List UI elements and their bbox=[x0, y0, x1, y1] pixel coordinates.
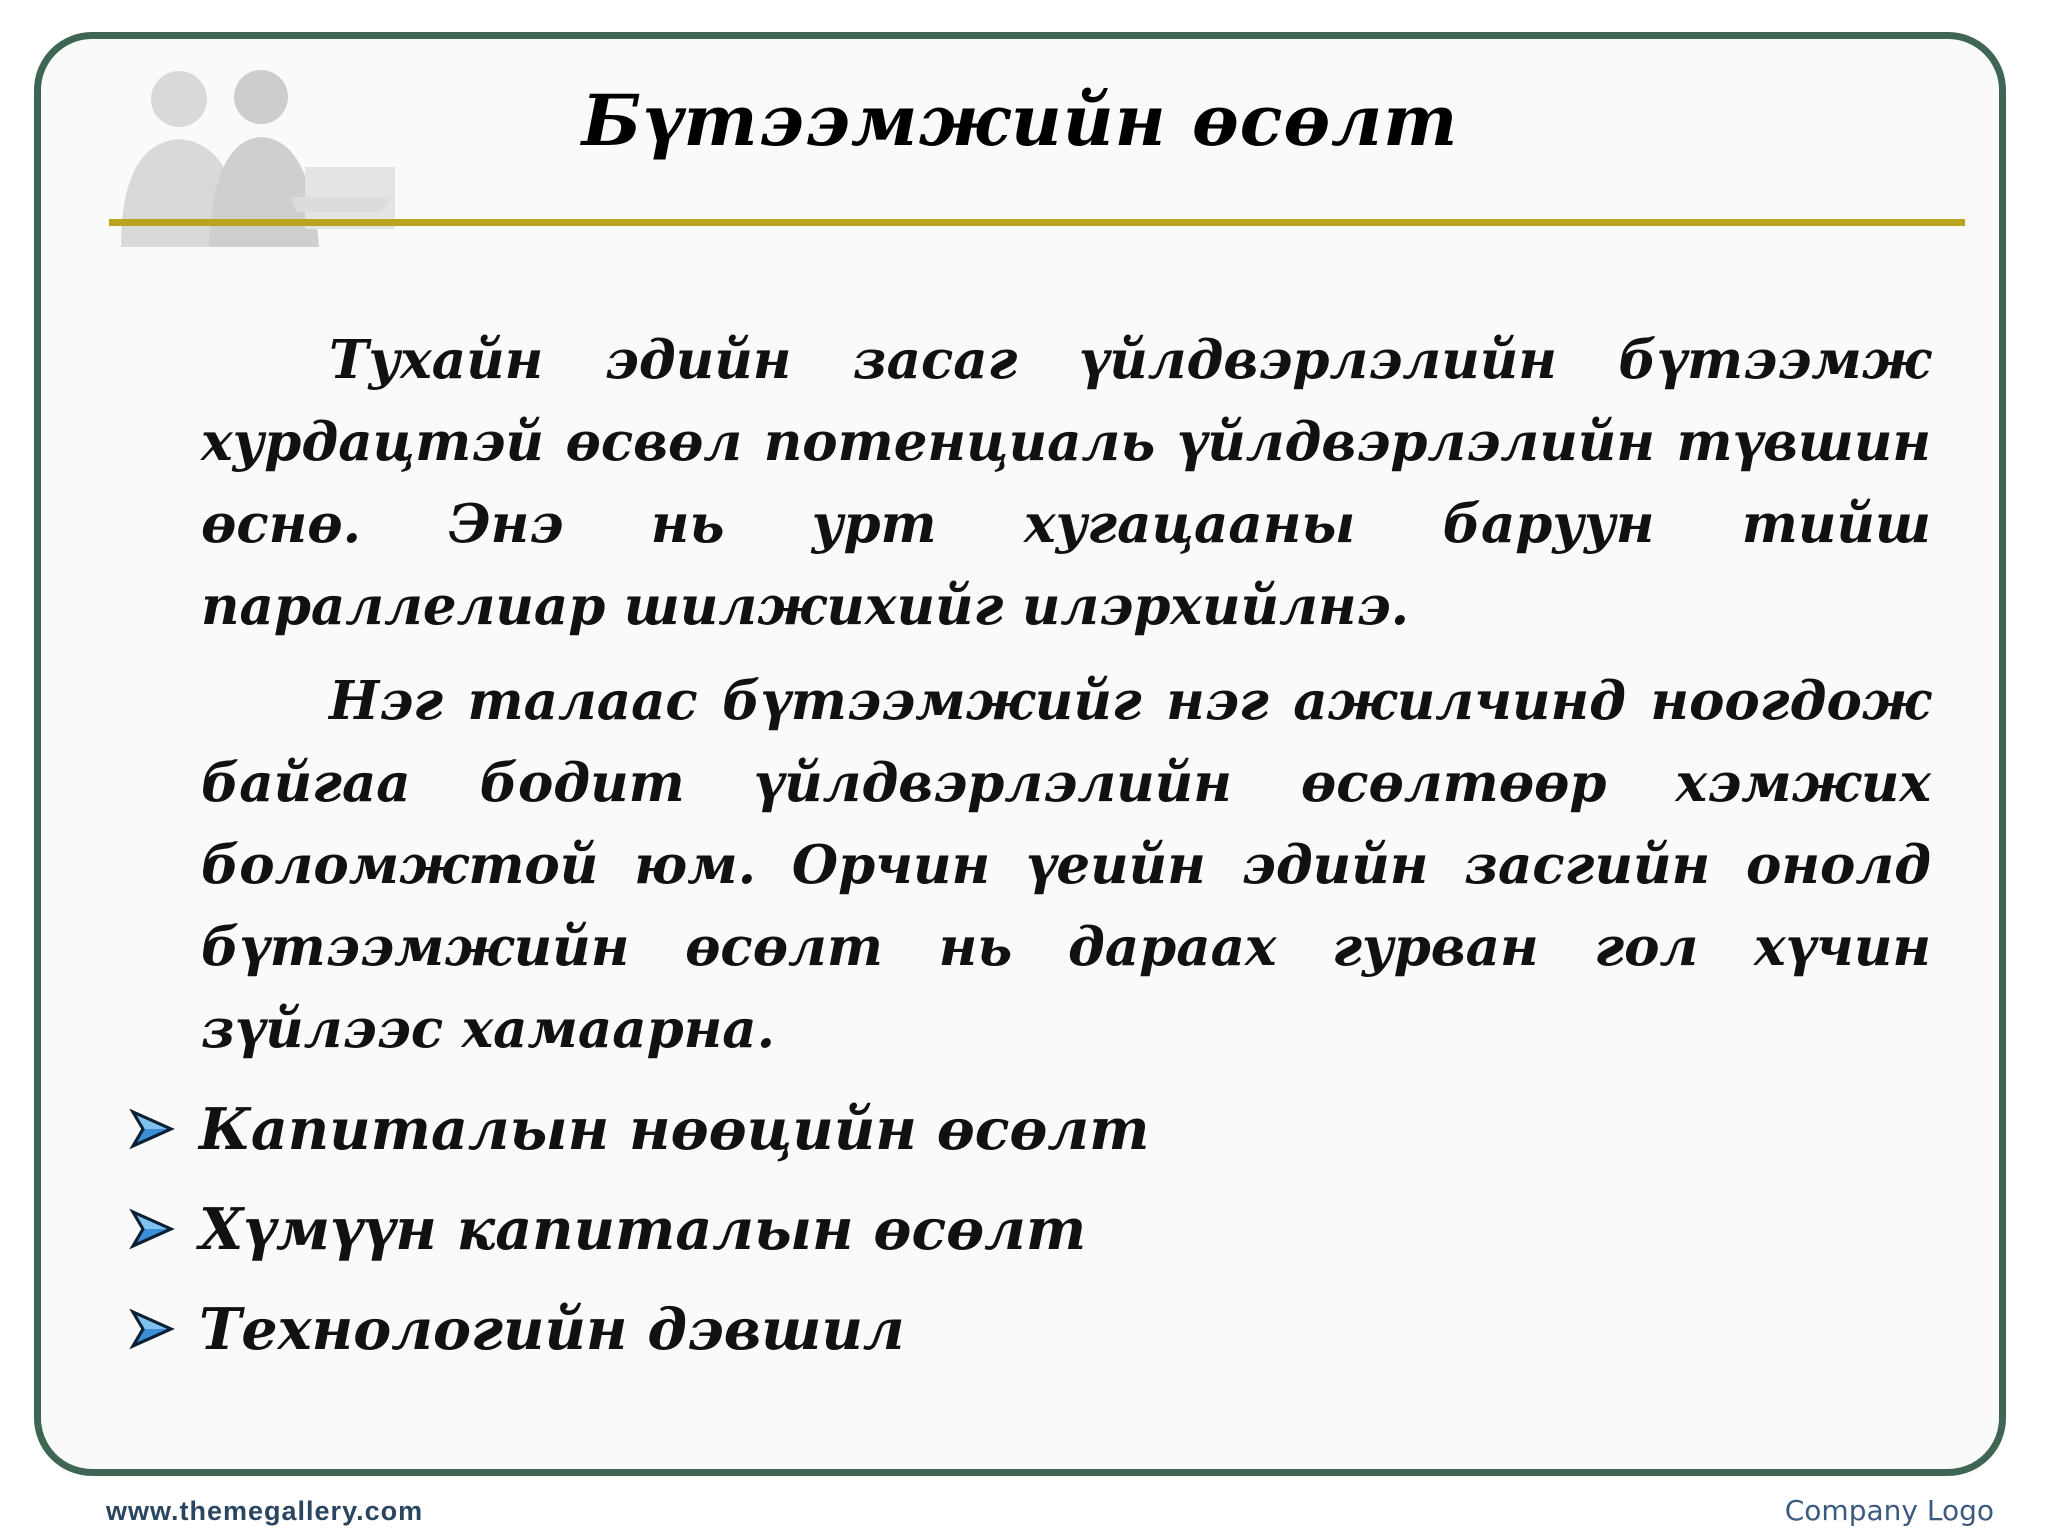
bullet-list bbox=[129, 1079, 1149, 1379]
arrow-bullet-icon bbox=[129, 1106, 175, 1152]
footer-url[interactable]: www.themegallery.com bbox=[106, 1496, 424, 1526]
bullet-label: Капиталын нөөцийн өсөлт bbox=[199, 1095, 1150, 1163]
bullet-item bbox=[129, 1279, 1149, 1379]
bullet-label: Хүмүүн капиталын өсөлт bbox=[199, 1195, 1087, 1263]
bullet-item bbox=[129, 1079, 1149, 1179]
paragraph-1: Тухайн эдийн засаг үйлдвэрлэлийн бүтээмж хурдацтэй өсвөл потенциаль үйлдвэрлэлийн түвшин өснө. Энэ нь урт хугацааны баруун тийш параллелиар шилжихийг илэрхийлнэ. bbox=[201, 329, 1931, 637]
paragraph-2: Нэг талаас бүтээмжийг нэг ажилчинд ноогдож байгаа бодит үйлдвэрлэлийн өсөлтөөр хэмжих боломжтой юм. Орчин үеийн эдийн засгийн онолд бүтээмжийн өсөлт нь дараах гурван гол хүчин зүйлээс хамаарна. bbox=[201, 670, 1931, 1060]
bullet-item bbox=[129, 1179, 1149, 1279]
arrow-bullet-icon bbox=[129, 1306, 175, 1352]
bullet-label: Технологийн дэвшил bbox=[199, 1295, 905, 1363]
slide-frame bbox=[34, 32, 2006, 1476]
slide-title: Бүтээмжийн өсөлт bbox=[581, 79, 1459, 162]
arrow-bullet-icon bbox=[129, 1206, 175, 1252]
company-logo: Company Logo bbox=[1784, 1494, 1994, 1527]
title-divider bbox=[109, 219, 1965, 226]
